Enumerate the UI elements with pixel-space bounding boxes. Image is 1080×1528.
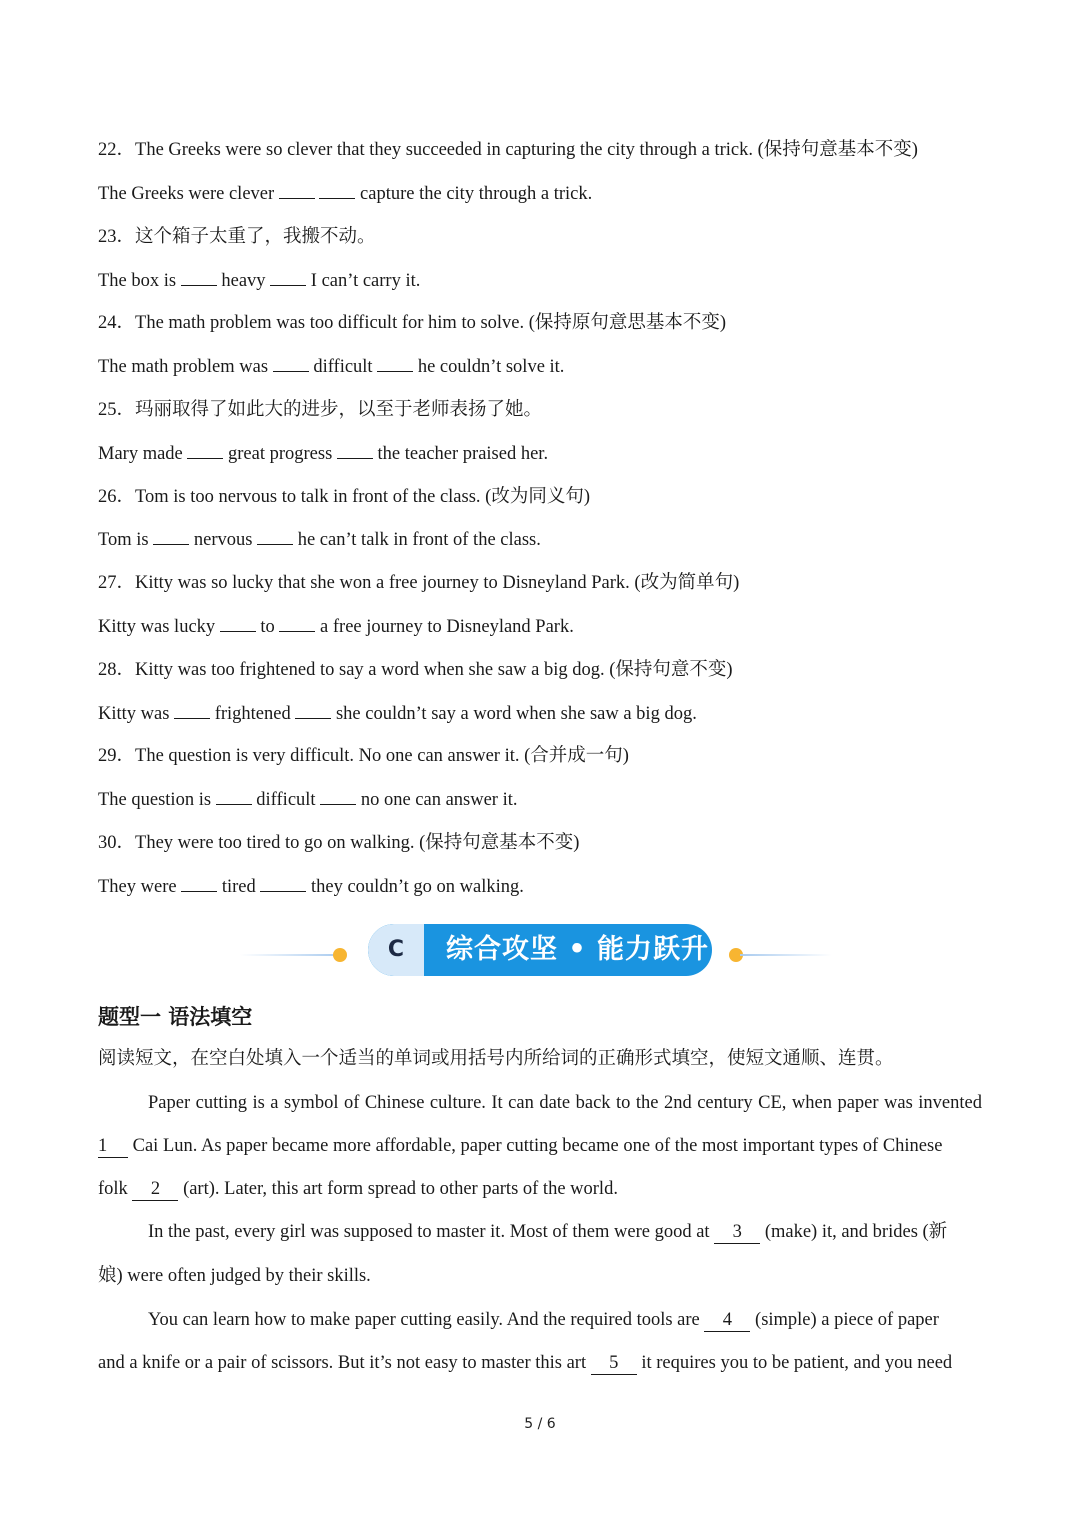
blank-1[interactable]: 1 [98,1135,128,1158]
passage-line [98,1350,982,1376]
exercise-29-answer [98,787,982,813]
answer-text: heavy [216,271,271,291]
banner-rule-right [740,954,832,956]
answer-blank[interactable] [257,527,293,545]
answer-text: The question is [98,790,216,810]
exercise-number: 25． [98,400,136,420]
exercise-28-answer [98,701,982,727]
prompt-text: 玛丽取得了如此大的进步，以至于老师表扬了她。 [135,400,543,420]
exercise-23-prompt [98,224,982,250]
answer-blank[interactable] [181,268,217,286]
answer-text: The box is [98,271,181,291]
answer-text: he can’t talk in front of the class. [293,530,541,550]
exercise-29-prompt [98,743,982,769]
answer-blank[interactable] [320,787,356,805]
answer-text: Kitty was lucky [98,617,220,637]
blank-4[interactable]: 4 [704,1309,750,1332]
answer-text: to [255,617,280,637]
blank-5[interactable]: 5 [591,1352,637,1375]
answer-text: Mary made [98,444,188,464]
answer-text: great progress [223,444,337,464]
answer-blank[interactable] [337,441,373,459]
prompt-text: Kitty was too frightened to say a word when she saw a big dog. (保持句意不变) [135,660,733,680]
answer-blank[interactable] [187,441,223,459]
banner-title: 综合攻坚 • 能力跃升 [446,934,710,965]
answer-text: frightened [210,704,296,724]
section-banner [240,924,840,976]
exercise-25-answer [98,441,982,467]
passage-text: 娘) were often judged by their skills. [98,1266,371,1286]
answer-blank[interactable] [279,181,315,199]
passage-text: (make) it, and brides (新 [760,1222,948,1242]
exercise-28-prompt [98,657,982,683]
exercise-number: 22． [98,140,136,160]
answer-blank[interactable] [377,354,413,372]
answer-blank[interactable] [319,181,355,199]
answer-text: he couldn’t solve it. [413,357,565,377]
answer-text: they couldn’t go on walking. [306,877,524,897]
exercise-number: 27． [98,573,136,593]
passage-text: You can learn how to make paper cutting easily. And the required tools are [148,1310,705,1330]
passage-text: (art). Later, this art form spread to other parts of the world. [178,1179,618,1199]
exercise-22-prompt [98,137,982,163]
exercise-26-prompt [98,484,982,510]
banner-rule-left [240,954,340,956]
answer-blank[interactable] [270,268,306,286]
passage-line [98,1176,982,1202]
answer-text: a free journey to Disneyland Park. [315,617,574,637]
exercise-24-prompt [98,310,982,336]
prompt-text: They were too tired to go on walking. (保持句意基本不变) [135,833,580,853]
prompt-text: Tom is too nervous to talk in front of the class. (改为同义句) [135,487,590,507]
exercise-number: 29． [98,746,136,766]
banner-pill [368,924,712,976]
answer-text: she couldn’t say a word when she saw a big dog. [331,704,697,724]
answer-text: Tom is [98,530,154,550]
exercise-25-prompt [98,397,982,423]
answer-text: The math problem was [98,357,273,377]
answer-text: nervous [189,530,258,550]
exercise-number: 30． [98,833,136,853]
exercise-number: 26． [98,487,136,507]
answer-text: difficult [251,790,321,810]
banner-dot-icon [333,948,347,962]
exercise-24-answer [98,354,982,380]
answer-blank[interactable] [279,614,315,632]
passage-text: it requires you to be patient, and you need [636,1353,953,1373]
passage-text: Cai Lun. As paper became more affordable, paper cutting became one of the most important types of Chinese [128,1136,943,1156]
page-number: 5 / 6 [524,1416,556,1432]
answer-text: They were [98,877,182,897]
answer-text: the teacher praised her. [372,444,549,464]
passage-line [98,1307,982,1333]
prompt-text: Kitty was so lucky that she won a free journey to Disneyland Park. (改为简单句) [135,573,740,593]
exercise-number: 24． [98,313,136,333]
section-heading: 题型一 语法填空 [98,1004,253,1029]
answer-text: no one can answer it. [356,790,518,810]
prompt-text: 这个箱子太重了，我搬不动。 [135,227,376,247]
answer-blank[interactable] [220,614,256,632]
passage-line [98,1263,982,1289]
exercise-22-answer [98,181,982,207]
answer-blank[interactable] [260,874,306,892]
prompt-text: The question is very difficult. No one can answer it. (合并成一句) [135,746,629,766]
exercise-30-prompt [98,830,982,856]
passage-line [98,1133,982,1159]
answer-text: Kitty was [98,704,175,724]
answer-text: I can’t carry it. [306,271,421,291]
section-instruction: 阅读短文，在空白处填入一个适当的单词或用括号内所给词的正确形式填空，使短文通顺、连贯。 [98,1049,894,1069]
exercise-30-answer [98,874,982,900]
prompt-text: The Greeks were so clever that they succeeded in capturing the city through a trick. (保持句意基本不变) [135,140,918,160]
answer-blank[interactable] [216,787,252,805]
passage-line [98,1219,982,1245]
passage-text: In the past, every girl was supposed to master it. Most of them were good at [148,1222,715,1242]
exercise-26-answer [98,527,982,553]
answer-blank[interactable] [181,874,217,892]
answer-blank[interactable] [273,354,309,372]
passage-text: folk [98,1179,133,1199]
exercise-23-answer [98,268,982,294]
exercise-number: 23． [98,227,136,247]
banner-badge: C [368,924,424,976]
answer-text: tired [217,877,261,897]
passage-line [98,1090,982,1116]
passage-text: and a knife or a pair of scissors. But it’s not easy to master this art [98,1353,591,1373]
answer-text: capture the city through a trick. [355,184,593,204]
answer-blank[interactable] [153,527,189,545]
passage-text: Paper cutting is a symbol of Chinese culture. It can date back to the 2nd century CE, when paper was invented [148,1093,982,1113]
exercise-27-answer [98,614,982,640]
answer-blank[interactable] [295,701,331,719]
blank-3[interactable]: 3 [714,1221,760,1244]
prompt-text: The math problem was too difficult for him to solve. (保持原句意思基本不变) [135,313,727,333]
answer-text: The Greeks were clever [98,184,279,204]
exercise-number: 28． [98,660,136,680]
exercise-27-prompt [98,570,982,596]
answer-blank[interactable] [174,701,210,719]
passage-text: (simple) a piece of paper [750,1310,939,1330]
answer-text: difficult [308,357,378,377]
blank-2[interactable]: 2 [132,1178,178,1201]
